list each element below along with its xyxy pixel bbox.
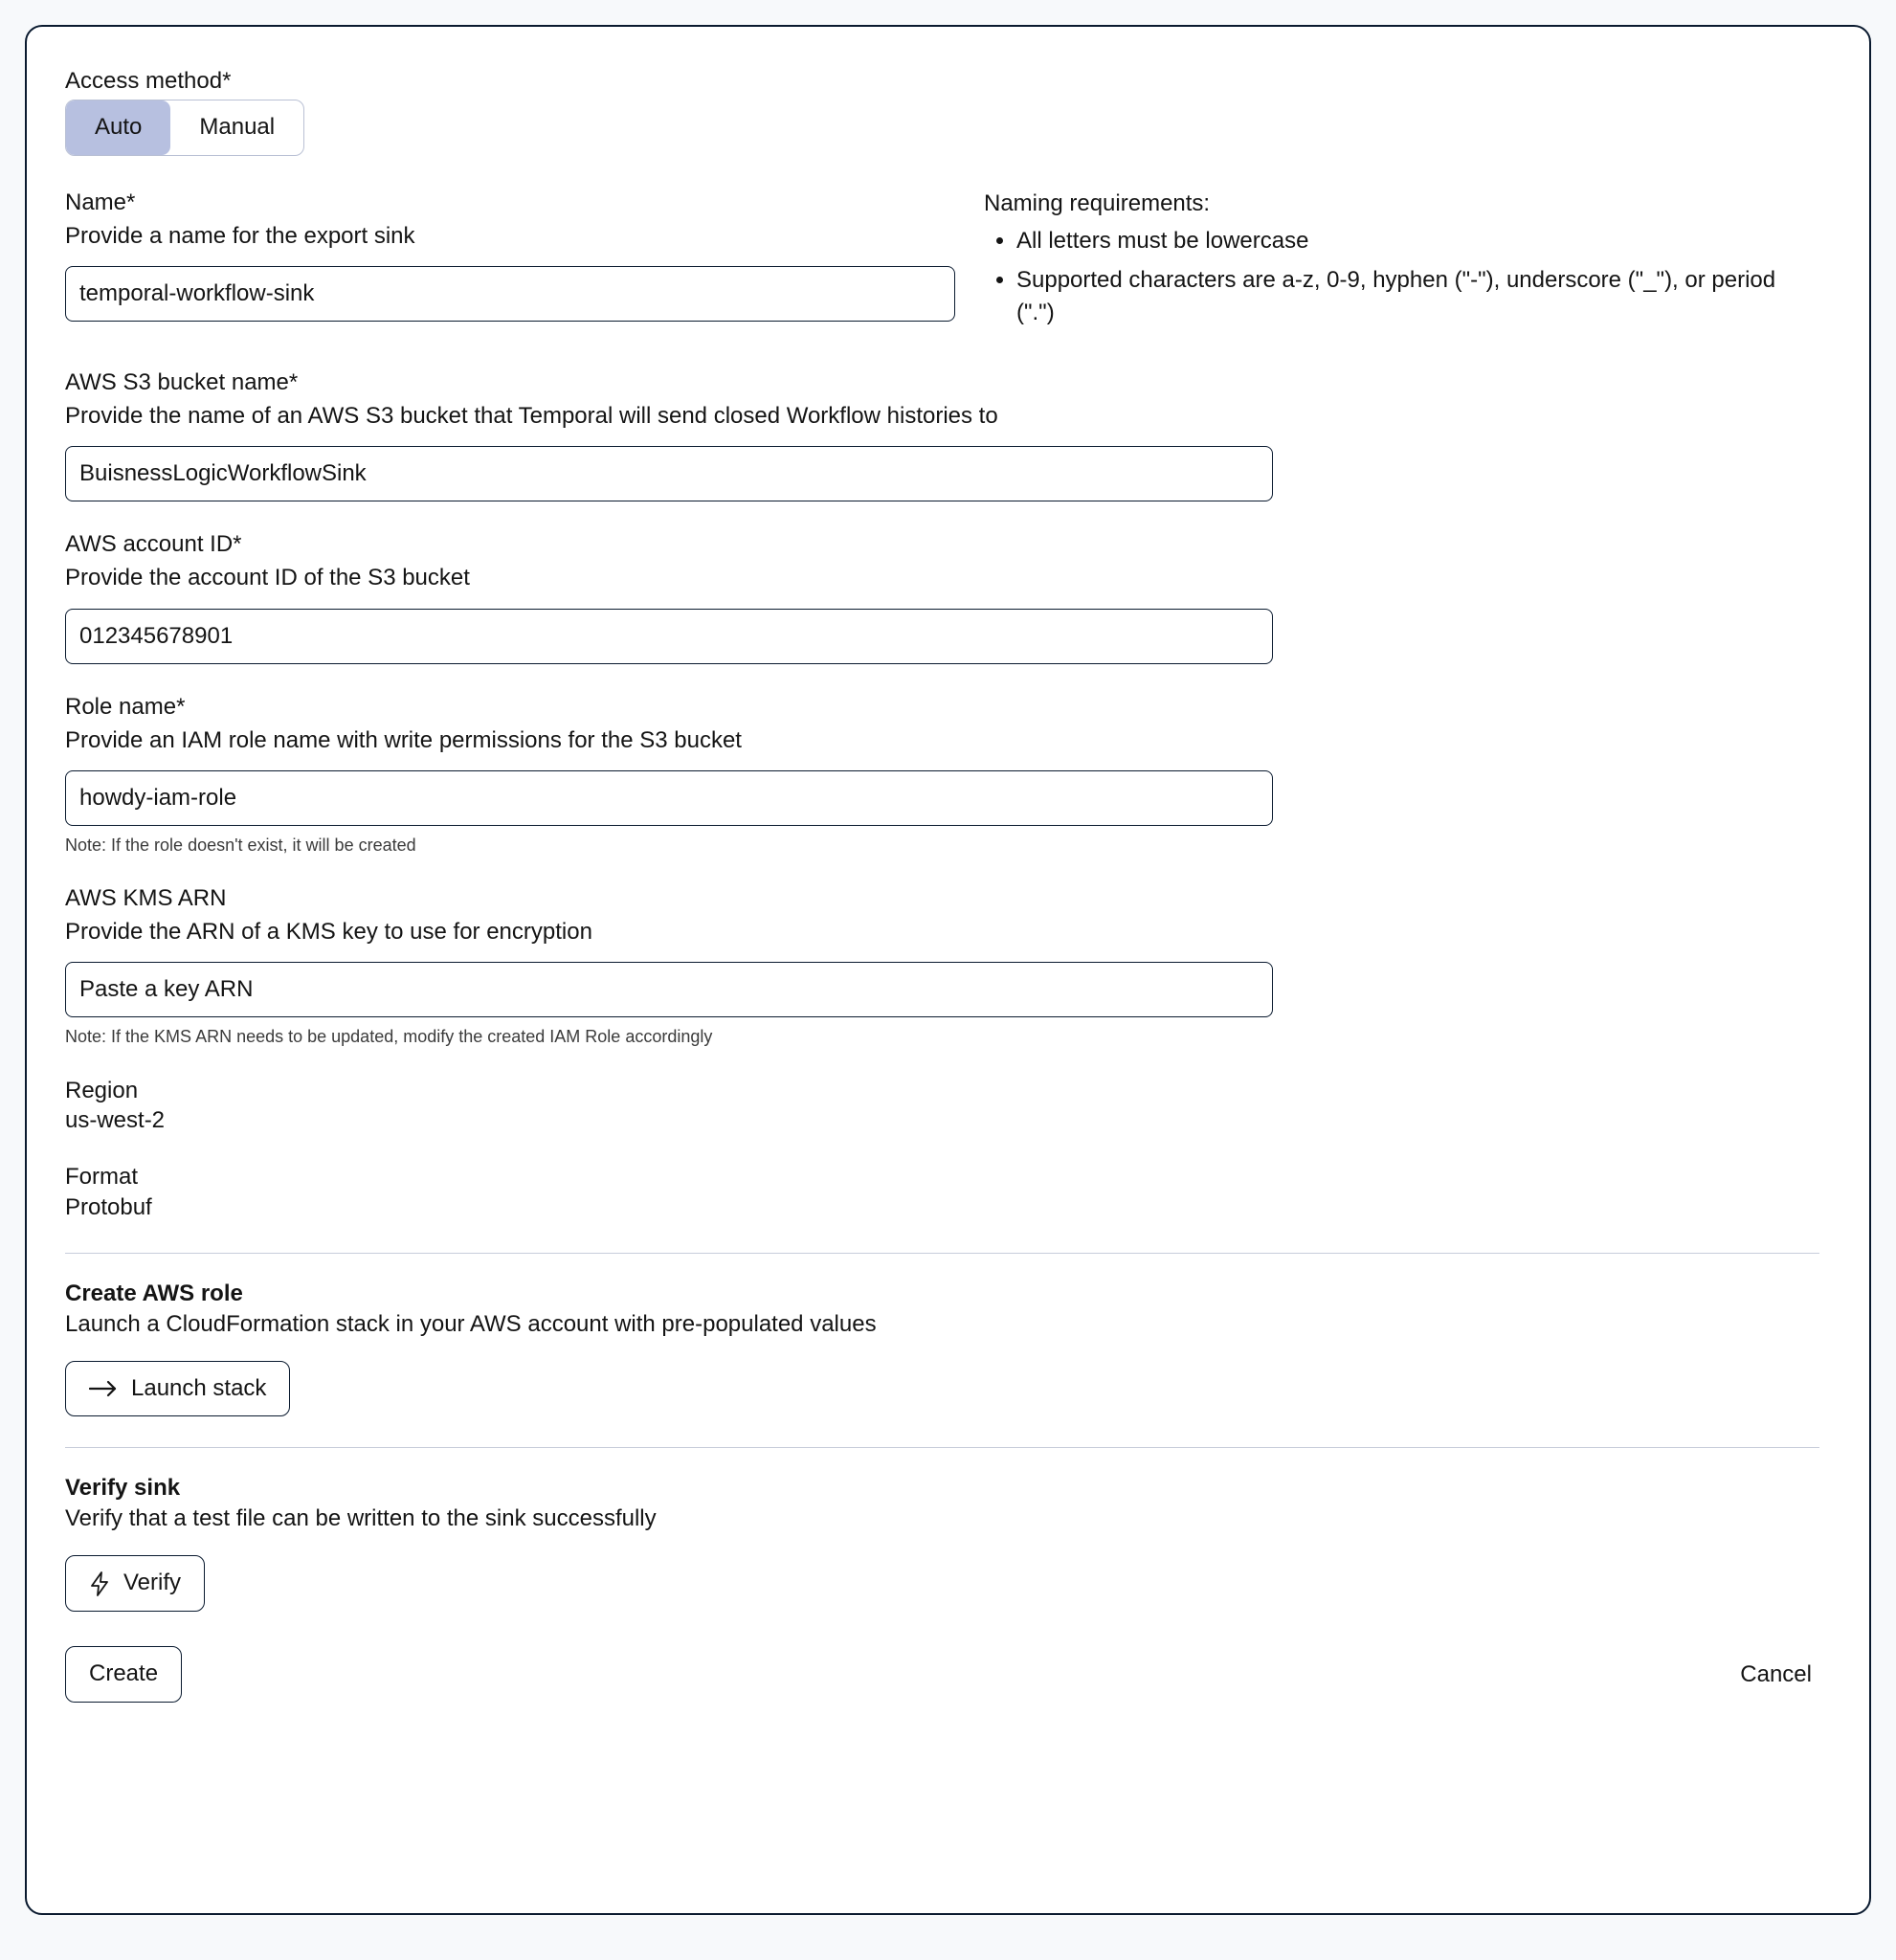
divider-create-role xyxy=(65,1253,1819,1254)
kms-field-group xyxy=(65,884,1819,1047)
form-footer xyxy=(65,1646,1819,1703)
create-aws-role-section xyxy=(65,1281,1819,1417)
access-method-toggle[interactable] xyxy=(65,100,304,156)
account-description: Provide the account ID of the S3 bucket xyxy=(65,565,470,591)
account-field-group xyxy=(65,530,1819,663)
role-label: Role name* xyxy=(65,693,186,720)
format-label: Format xyxy=(65,1164,139,1191)
name-label: Name* xyxy=(65,189,136,215)
launch-stack-label: Launch stack xyxy=(131,1374,267,1401)
naming-requirements xyxy=(984,189,1819,336)
access-method-label: Access method* xyxy=(65,68,232,94)
bucket-input[interactable] xyxy=(65,446,1273,501)
naming-requirements-list xyxy=(984,225,1819,330)
create-aws-role-title: Create AWS role xyxy=(65,1280,243,1306)
arrow-right-icon xyxy=(89,1379,118,1398)
role-field-group xyxy=(65,693,1819,856)
create-button-label: Create xyxy=(89,1660,159,1687)
naming-requirements-title: Naming requirements: xyxy=(984,189,1211,216)
region-label: Region xyxy=(65,1077,139,1103)
name-description: Provide a name for the export sink xyxy=(65,222,415,249)
lightning-bolt-icon xyxy=(89,1571,110,1596)
kms-description: Provide the ARN of a KMS key to use for encryption xyxy=(65,918,592,945)
verify-sink-section xyxy=(65,1475,1819,1612)
account-input[interactable] xyxy=(65,609,1273,664)
bucket-label: AWS S3 bucket name* xyxy=(65,369,299,396)
role-note: Note: If the role doesn't exist, it will be created xyxy=(65,835,416,855)
region-value: us-west-2 xyxy=(65,1107,166,1134)
create-aws-role-description: Launch a CloudFormation stack in your AWS account with pre-populated values xyxy=(65,1310,877,1337)
role-description: Provide an IAM role name with write permissions for the S3 bucket xyxy=(65,726,742,753)
kms-label: AWS KMS ARN xyxy=(65,884,227,911)
verify-sink-title: Verify sink xyxy=(65,1475,181,1502)
kms-input[interactable] xyxy=(65,962,1273,1017)
cancel-button[interactable]: Cancel xyxy=(1732,1656,1819,1694)
divider-verify-sink xyxy=(65,1447,1819,1448)
role-input[interactable] xyxy=(65,770,1273,826)
account-label: AWS account ID* xyxy=(65,531,242,558)
naming-requirement-item: • Supported characters are a-z, 0-9, hyphen ("-"), underscore ("_"), or period (".") xyxy=(1016,264,1819,331)
bucket-description: Provide the name of an AWS S3 bucket that Temporal will send closed Workflow histories to xyxy=(65,403,998,430)
access-method-option-manual[interactable]: Manual xyxy=(170,100,303,155)
name-input[interactable] xyxy=(65,266,955,322)
create-button[interactable] xyxy=(65,1646,182,1703)
region-group xyxy=(65,1076,1819,1135)
name-field-group xyxy=(65,189,955,336)
access-method-option-auto[interactable]: Auto xyxy=(66,100,170,155)
format-group xyxy=(65,1162,1819,1221)
bucket-field-group xyxy=(65,368,1819,501)
verify-sink-description: Verify that a test file can be written to the sink successfully xyxy=(65,1505,657,1532)
access-method-section xyxy=(65,67,1819,156)
name-and-requirements-row xyxy=(65,189,1819,336)
launch-stack-button[interactable] xyxy=(65,1361,290,1417)
export-sink-form-card xyxy=(25,25,1871,1915)
naming-requirement-item: • All letters must be lowercase xyxy=(1016,225,1819,258)
verify-label: Verify xyxy=(123,1570,182,1596)
verify-button[interactable] xyxy=(65,1555,205,1612)
kms-note: Note: If the KMS ARN needs to be updated, modify the created IAM Role accordingly xyxy=(65,1026,713,1046)
format-value: Protobuf xyxy=(65,1193,152,1220)
